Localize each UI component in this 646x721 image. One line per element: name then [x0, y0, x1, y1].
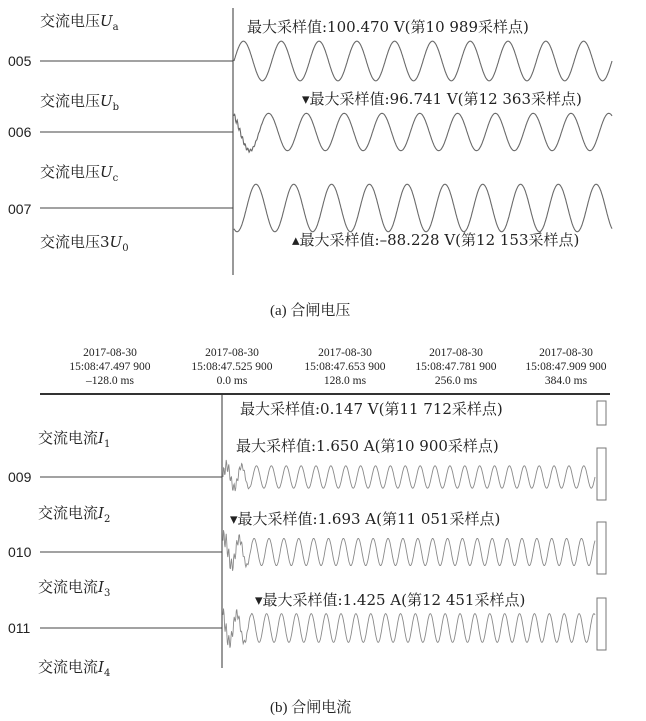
waveform-i2 [223, 530, 595, 571]
waveform-ua [234, 41, 612, 81]
scroll-handle-i1-lower[interactable] [597, 448, 606, 500]
svg-text:–128.0 ms: –128.0 ms [86, 375, 134, 387]
waveform-uc [234, 184, 612, 231]
channel-number-007: 007 [8, 201, 32, 217]
channel-label-uc: 交流电压$U_c$ [40, 163, 119, 184]
svg-text:15:08:47.781 900: 15:08:47.781 900 [415, 361, 497, 373]
annotation-ub-max: ▾最大采样值:96.741 V(第12 363采样点) [302, 90, 582, 108]
svg-text:2017-08-30: 2017-08-30 [539, 347, 593, 359]
time-tick-3 [415, 347, 496, 387]
channel-number-011: 011 [8, 620, 31, 636]
svg-text:0.0 ms: 0.0 ms [216, 375, 248, 387]
time-tick-4 [525, 347, 606, 387]
channel-label-i4: 交流电流$I_4$ [38, 658, 111, 679]
scroll-controls[interactable] [597, 401, 606, 650]
panel-a [8, 8, 612, 319]
waveform-i1 [223, 460, 595, 491]
panel-b [8, 347, 610, 716]
svg-text:256.0 ms: 256.0 ms [434, 375, 478, 387]
svg-text:15:08:47.525 900: 15:08:47.525 900 [191, 361, 273, 373]
channel-label-i2: 交流电流$I_2$ [38, 504, 111, 525]
scroll-handle-i1[interactable] [597, 401, 606, 425]
svg-text:2017-08-30: 2017-08-30 [83, 347, 137, 359]
time-tick-1 [191, 347, 272, 387]
scroll-handle-i3[interactable] [597, 598, 606, 650]
caption-a: (a) 合闸电压 [270, 303, 351, 319]
svg-text:2017-08-30: 2017-08-30 [318, 347, 372, 359]
channel-label-3u0: 交流电压$3U_0$ [40, 233, 129, 254]
waveform-i3 [223, 609, 595, 648]
channel-label-i1: 交流电流$I_1$ [38, 429, 111, 450]
svg-text:15:08:47.909 900: 15:08:47.909 900 [525, 361, 607, 373]
channel-number-005: 005 [8, 53, 32, 69]
channel-label-i3: 交流电流$I_3$ [38, 578, 111, 599]
annotation-i1-max-v: 最大采样值:0.147 V(第11 712采样点) [240, 400, 503, 418]
annotation-3u0-max: ▴最大采样值:–88.228 V(第12 153采样点) [292, 231, 580, 249]
channel-number-010: 010 [8, 544, 32, 560]
svg-text:2017-08-30: 2017-08-30 [429, 347, 483, 359]
svg-text:128.0 ms: 128.0 ms [323, 375, 367, 387]
time-tick-0 [69, 347, 150, 387]
channel-label-ua: 交流电压$U_a$ [40, 12, 119, 33]
svg-text:15:08:47.653 900: 15:08:47.653 900 [304, 361, 386, 373]
annotation-i3-max: ▾最大采样值:1.425 A(第12 451采样点) [255, 591, 526, 609]
caption-b: (b) 合闸电流 [270, 700, 352, 716]
annotation-i2-max: ▾最大采样值:1.693 A(第11 051采样点) [230, 510, 501, 528]
svg-text:2017-08-30: 2017-08-30 [205, 347, 259, 359]
svg-text:384.0 ms: 384.0 ms [544, 375, 588, 387]
channel-number-006: 006 [8, 124, 32, 140]
time-axis [69, 347, 606, 387]
annotation-i1-max-a: 最大采样值:1.650 A(第10 900采样点) [236, 437, 499, 455]
svg-text:15:08:47.497 900: 15:08:47.497 900 [69, 361, 151, 373]
channel-label-ub: 交流电压$U_b$ [40, 92, 120, 113]
channel-number-009: 009 [8, 469, 32, 485]
scroll-handle-i2[interactable] [597, 522, 606, 574]
annotation-ua-max: 最大采样值:100.470 V(第10 989采样点) [247, 18, 529, 36]
time-tick-2 [304, 347, 385, 387]
waveform-ub [234, 113, 612, 152]
